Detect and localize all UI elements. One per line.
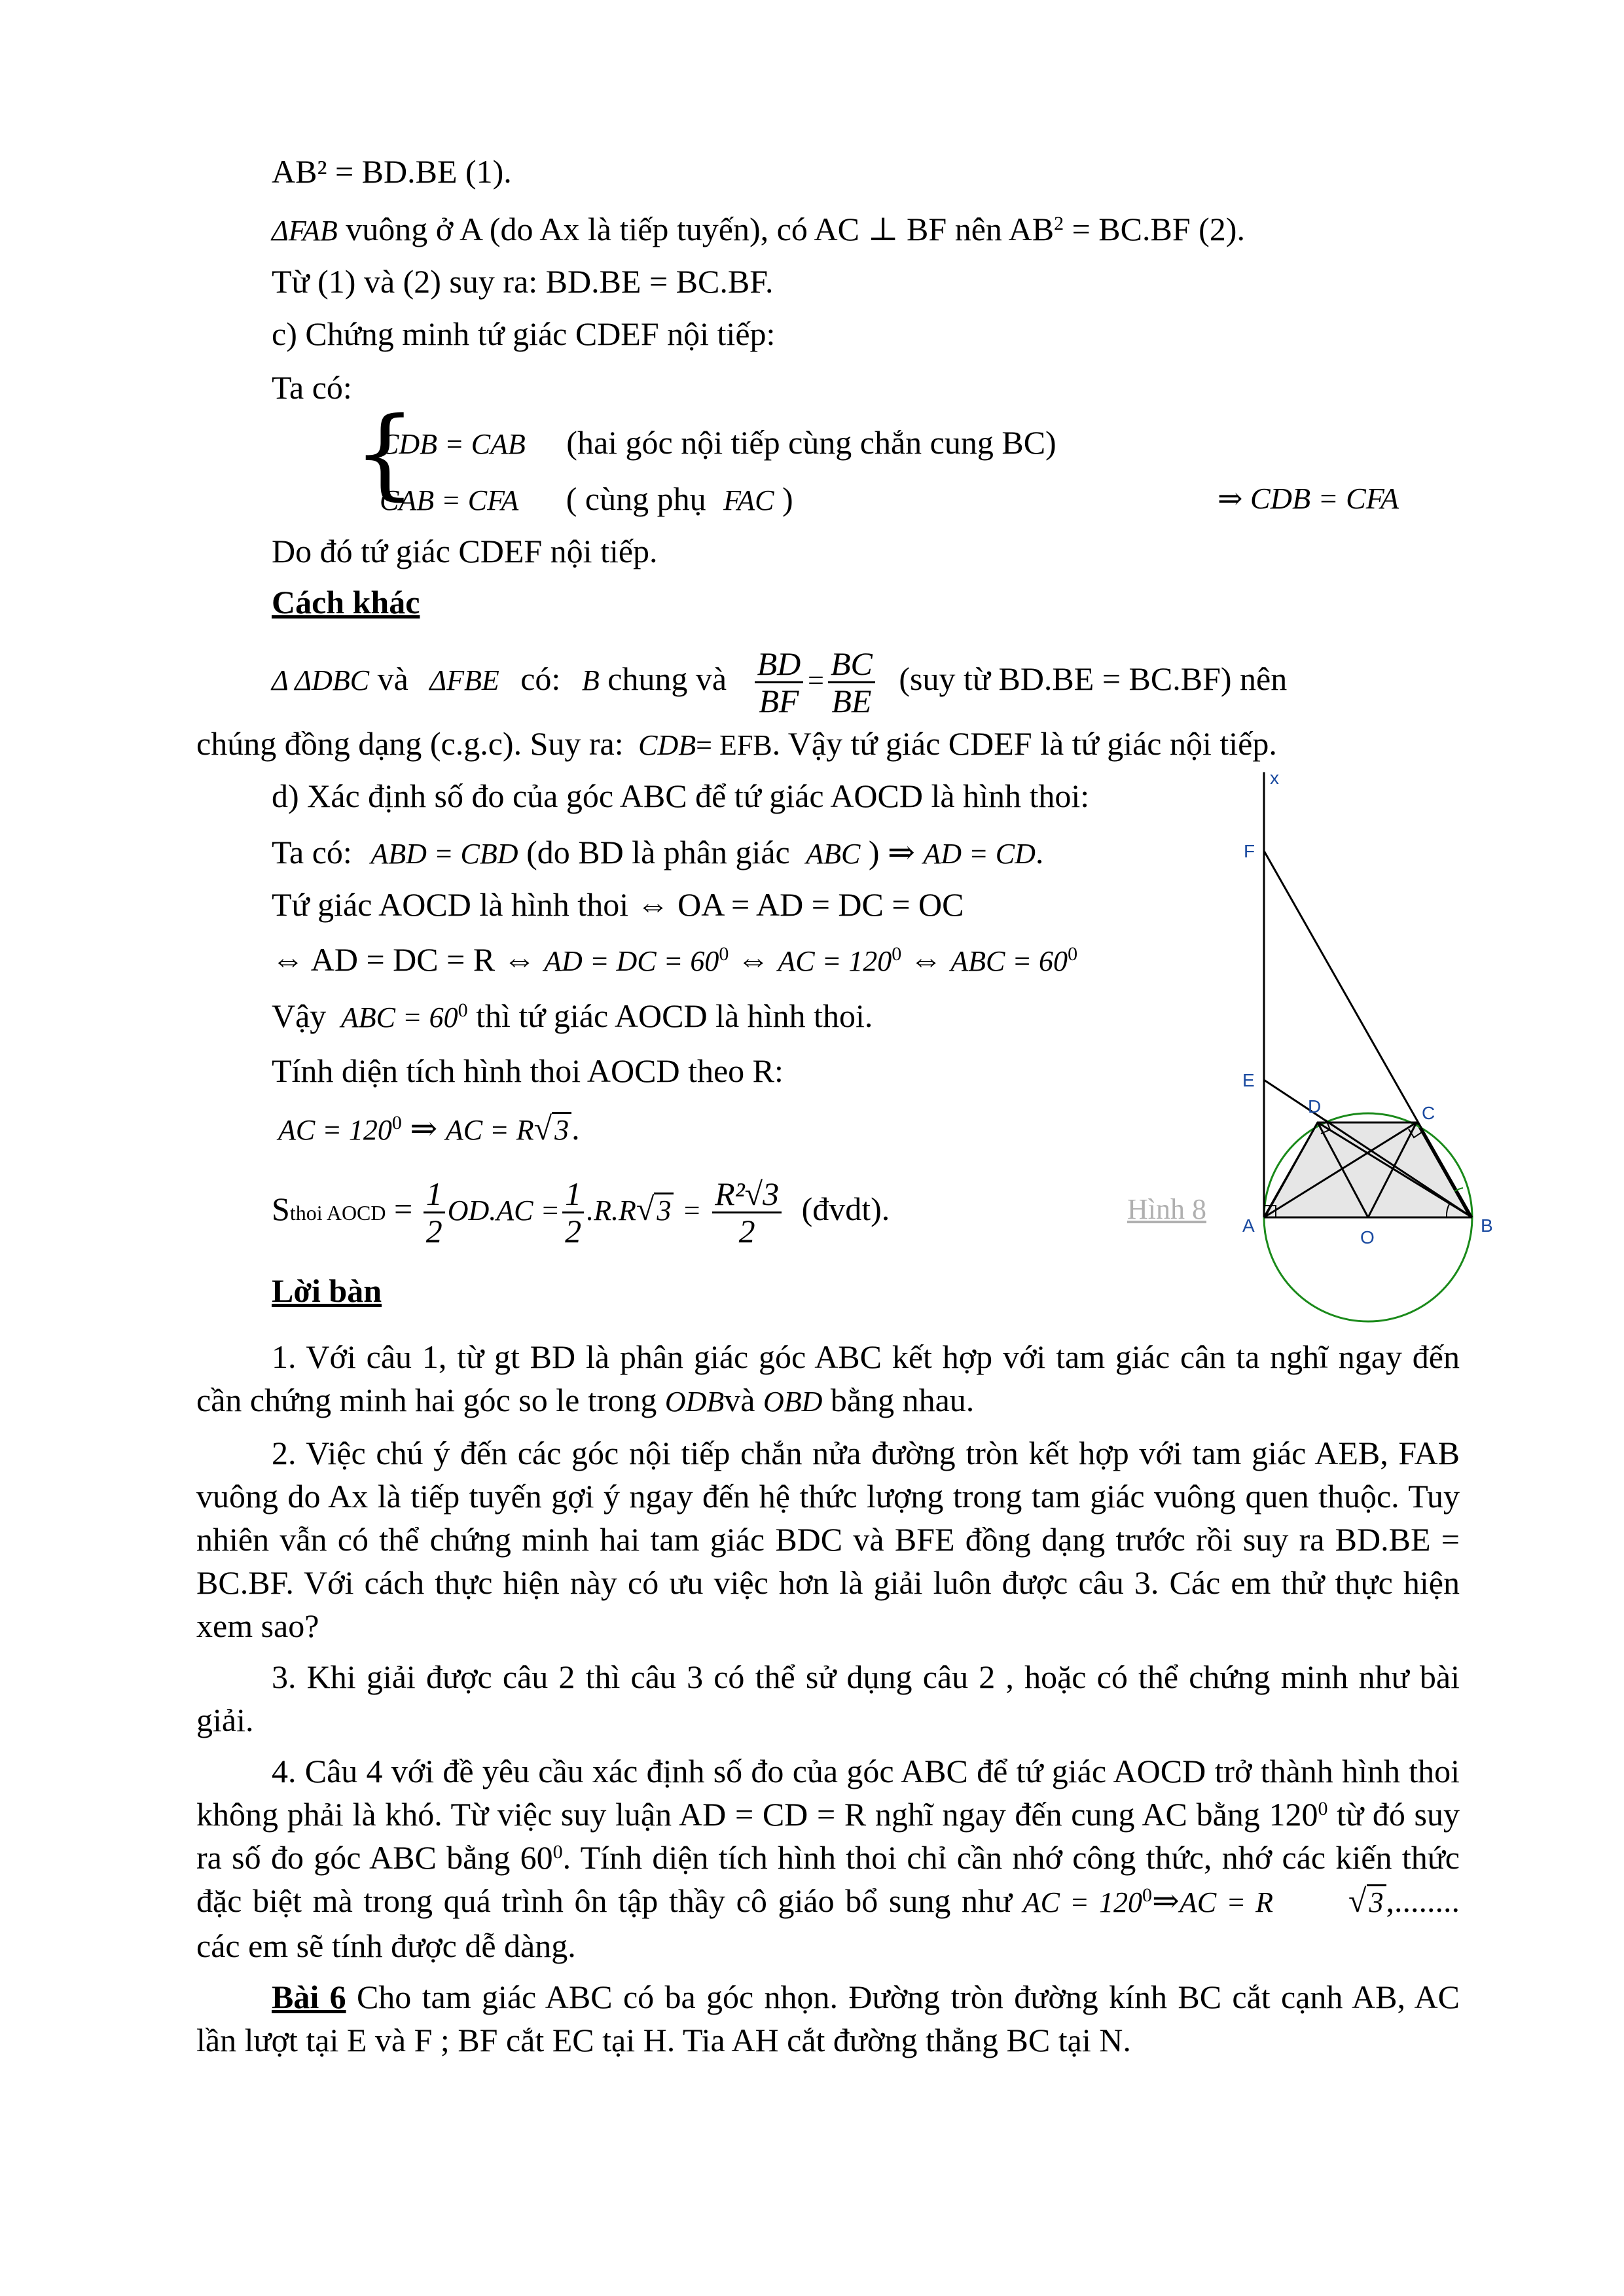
text: Từ (1) và (2) suy ra: BD.BE = BC.BF. — [272, 263, 774, 300]
bai-6-label: Bài 6 — [272, 1979, 346, 2015]
eq-cab-cfa: CAB = CFA — [380, 484, 519, 516]
eq-ac-120: AC = 120 — [1022, 1886, 1143, 1918]
label-o: O — [1360, 1227, 1375, 1247]
text: ,........ các em sẽ tính được dễ dàng. — [196, 1882, 1460, 1964]
text: ) — [782, 480, 793, 517]
text: chung và — [607, 660, 727, 697]
line-similar-conclusion — [196, 724, 1277, 765]
label-b: B — [1481, 1215, 1493, 1236]
text: Cách khác — [272, 584, 420, 620]
text: ⇔ AD = DC = R ⇔ — [272, 941, 536, 978]
text: . Tính diện tích hình thoi chỉ cần nhớ công thức, nhớ các kiến thức đặc biệt mà trong quá trình ôn tập thầy cô giáo bổ sung như — [196, 1839, 1460, 1919]
sup: 0 — [552, 1841, 563, 1863]
label-x: x — [1270, 768, 1279, 788]
denominator: 2 — [425, 1213, 442, 1250]
text: ⇔ — [736, 941, 770, 978]
text: (hai góc nội tiếp cùng chắn cung BC) — [566, 424, 1056, 461]
angle-b: B — [581, 664, 600, 696]
sup: 0 — [1068, 943, 1078, 965]
text: Tính diện tích hình thoi AOCD theo R: — [272, 1052, 784, 1089]
paragraph-4 — [196, 1749, 1460, 1967]
rhombus-shade — [1265, 1122, 1470, 1217]
label-a: A — [1242, 1215, 1255, 1236]
denominator: BF — [759, 683, 799, 720]
text: . Vậy tứ giác CDEF là tứ giác nội tiếp. — [772, 725, 1277, 762]
text: từ đó suy ra số đo góc ABC bằng 60 — [196, 1796, 1460, 1876]
eq-abc-60: ABC = 60 — [950, 945, 1068, 977]
sup: 0 — [1142, 1884, 1153, 1906]
numerator: BD — [755, 646, 804, 683]
text: thì tứ giác AOCD là hình thoi. — [476, 997, 873, 1034]
line-vay — [272, 996, 873, 1037]
sup: 0 — [1318, 1798, 1328, 1820]
line-part-c — [272, 314, 775, 353]
eq-ac-120: AC = 120 — [278, 1114, 392, 1146]
text: (do BD là phân giác — [526, 834, 790, 870]
text: = — [386, 1191, 413, 1227]
sup: 0 — [458, 999, 468, 1021]
line-similar-triangles: Δ ΔDBC và ΔFBE có: B chung và $\frac{BD}{BF}$ = $\frac{BC}{BE}$ (suy từ BD.BE = BC.BF) nên — [272, 645, 1288, 720]
text: AB² = BD.BE (1). — [272, 153, 512, 190]
text: ⇔ — [909, 941, 943, 978]
geometry-figure — [1218, 766, 1519, 1342]
eq-ac-r: AC = R — [445, 1114, 534, 1146]
text: bằng nhau. — [830, 1382, 975, 1418]
eq-abc-60: ABC = 60 — [340, 1001, 458, 1033]
triangle-fab: ΔFAB — [272, 215, 338, 247]
text: ( cùng phụ — [566, 480, 706, 517]
text: S — [272, 1191, 290, 1227]
angle-fac: FAC — [723, 484, 774, 516]
triangle-dbc: Δ ΔDBC — [272, 664, 370, 696]
fraction-r2-sqrt3 — [712, 1176, 782, 1249]
implies-cdb-cfa — [1218, 479, 1399, 518]
sqrt: √3 — [636, 1166, 674, 1253]
text: Do đó tứ giác CDEF nội tiếp. — [272, 533, 658, 569]
eq-arc-ac: AC = 120 — [778, 945, 892, 977]
eq-abd-cbd: ABD = CBD — [370, 838, 518, 870]
heading-cach-khac — [272, 583, 420, 622]
text: Lời bàn — [272, 1272, 382, 1309]
sqrt: √3 — [1273, 1879, 1386, 1924]
text: (suy từ BD.BE = BC.BF) nên — [899, 660, 1288, 697]
numerator: 1 — [562, 1176, 584, 1213]
text: = — [681, 1194, 702, 1227]
line-area-intro — [272, 1051, 784, 1090]
subscript: thoi AOCD — [289, 1201, 386, 1225]
text: = BC.BF (2). — [1064, 211, 1245, 247]
paragraph-3 — [196, 1655, 1460, 1742]
text: 1. Với câu 1, từ gt BD là phân giác góc ABC kết hợp với tam giác cân ta nghĩ ngay đến cần chứng minh hai góc so le trong — [196, 1338, 1460, 1418]
line-conclusion-1 — [272, 262, 774, 301]
paragraph-bai-6 — [196, 1975, 1460, 2062]
denominator: 2 — [738, 1213, 755, 1250]
text: Tứ giác AOCD là hình thoi ⇔ OA = AD = DC = OC — [272, 886, 964, 923]
line-rhombus-condition — [272, 885, 964, 924]
line-system-1 — [380, 423, 1056, 464]
line-area-formula — [272, 1166, 890, 1255]
fraction-half — [424, 1176, 445, 1249]
label-e: E — [1242, 1070, 1255, 1090]
eq-cdb-cab: CDB = CAB — [380, 428, 526, 460]
angle-abc: ABC — [806, 838, 861, 870]
denominator: BE — [831, 683, 872, 720]
system-brace: { — [353, 397, 416, 511]
text: Ta có: — [272, 834, 352, 870]
sqrt: √3 — [534, 1109, 571, 1150]
text: Hình 8 — [1127, 1193, 1206, 1225]
angle-cdb: CDB — [638, 729, 696, 761]
sup: 2 — [1054, 213, 1064, 234]
text: và — [377, 660, 408, 697]
fraction-half — [562, 1176, 584, 1249]
text: 4. Câu 4 với đề yêu cầu xác định số đo của góc ABC để tứ giác AOCD trở thành hình thoi không phải là khó. Từ việc suy luận AD = CD = R nghĩ ngay đến cung AC bằng 120 — [196, 1753, 1460, 1833]
text: 2. Việc chú ý đến các góc nội tiếp chắn nửa đường tròn kết hợp với tam giác AEB, FAB vuông do Ax là tiếp tuyến gợi ý ngay đến hệ thức lượng trong tam giác vuông quen thuộc. Tuy nhiên vẫn có thể chứng minh hai tam giác BDC và BFE đồng dạng trước rồi suy ra BD.BE = BC.BF. Với cách thực hiện này có ưu việc hơn là giải luôn được câu 3. Các em thử thực hiện xem sao? — [196, 1435, 1460, 1644]
eq-ac-r: AC = R — [1179, 1886, 1274, 1918]
line-cdef-cyclic — [272, 531, 658, 571]
paragraph-1 — [196, 1335, 1460, 1424]
text: vuông ở A (do Ax là tiếp tuyến), có AC ⊥ BF nên AB — [337, 211, 1055, 247]
text: . — [1035, 834, 1044, 870]
radicand: 3 — [552, 1112, 571, 1146]
line-fab-right — [272, 209, 1245, 251]
numerator: BC — [828, 646, 875, 683]
line-ac-r3 — [278, 1109, 580, 1150]
text: ⇒ CDB = CFA — [1218, 482, 1399, 515]
sup: 0 — [719, 943, 729, 965]
text: ⇒ — [1152, 1882, 1180, 1919]
text: (đvdt). — [801, 1191, 890, 1227]
line-abd-cbd — [272, 833, 1043, 874]
line-part-d — [272, 776, 1089, 816]
triangle-fbe: ΔFBE — [429, 664, 499, 696]
denominator: 2 — [565, 1213, 582, 1250]
text: 3. Khi giải được câu 2 thì câu 3 có thể sử dụng câu 2 , hoặc có thể chứng minh như bài giải. — [196, 1659, 1460, 1738]
text: Cho tam giác ABC có ba góc nhọn. Đường tròn đường kính BC cắt cạnh AB, AC lần lượt tại E và F ; BF cắt EC tại H. Tia AH cắt đường thẳng BC tại N. — [196, 1979, 1460, 2058]
text: Ta có: — [272, 369, 352, 406]
text: c) Chứng minh tứ giác CDEF nội tiếp: — [272, 315, 776, 352]
text: và — [724, 1382, 755, 1418]
text: OD.AC = — [447, 1194, 560, 1227]
sup: 0 — [391, 1112, 402, 1134]
loi-ban-body — [196, 1335, 1460, 2062]
line-rhombus-chain — [272, 940, 1077, 981]
line-ab2-bdbe — [272, 152, 512, 191]
paragraph-2 — [196, 1431, 1460, 1647]
text: .R.R — [586, 1194, 636, 1227]
line-ta-co — [272, 368, 352, 407]
text: . — [571, 1110, 580, 1147]
text: Vậy — [272, 997, 327, 1034]
angle-odb: ODB — [664, 1386, 725, 1418]
text: ) ⇒ — [868, 834, 915, 870]
label-c: C — [1422, 1103, 1435, 1123]
numerator: R²√3 — [712, 1176, 782, 1213]
sup: 0 — [892, 943, 902, 965]
line-system-2 — [380, 479, 793, 520]
fraction-bc-be — [828, 646, 875, 719]
figure-caption — [1127, 1190, 1206, 1229]
eq-arc-ad-dc: AD = DC = 60 — [544, 945, 719, 977]
fraction-bd-bf — [755, 646, 804, 719]
eq-ad-cd: AD = CD — [923, 838, 1036, 870]
angle-obd: OBD — [763, 1386, 823, 1418]
text: ⇒ — [410, 1110, 438, 1147]
radicand: 3 — [1367, 1884, 1386, 1918]
radicand: 3 — [654, 1193, 674, 1227]
text: chúng đồng dạng (c.g.c). Suy ra: — [196, 725, 624, 762]
numerator: 1 — [424, 1176, 445, 1213]
text: có: — [520, 660, 561, 697]
label-f: F — [1244, 841, 1255, 861]
text: d) Xác định số đo của góc ABC để tứ giác AOCD là hình thoi: — [272, 778, 1090, 814]
heading-loi-ban — [272, 1271, 382, 1310]
label-d: D — [1308, 1096, 1322, 1117]
text: = EFB — [696, 729, 772, 761]
